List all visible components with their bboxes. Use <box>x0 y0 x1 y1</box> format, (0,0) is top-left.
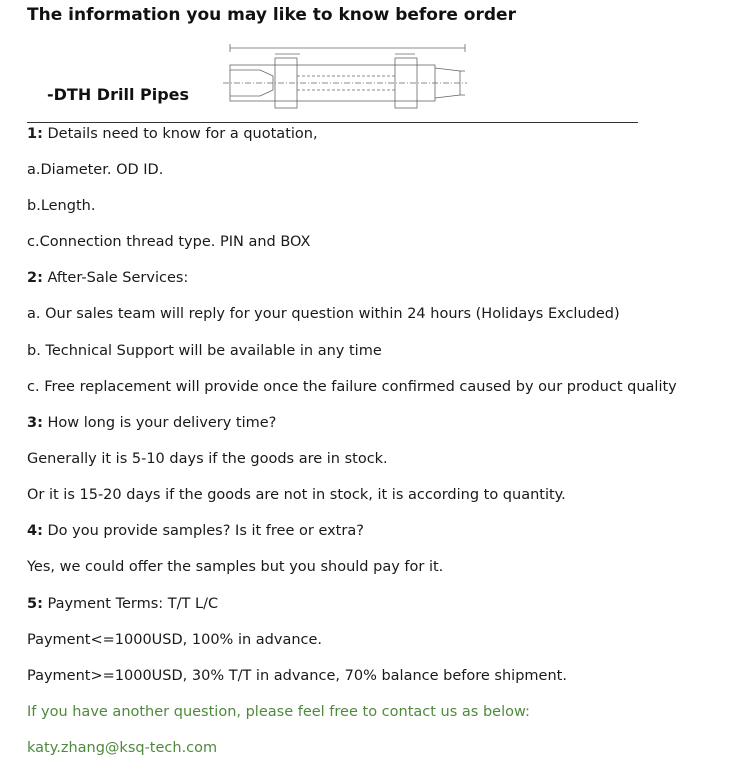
list-item: b. Technical Support will be available in any time <box>27 343 382 359</box>
question-5: 5: Payment Terms: T/T L/C <box>27 596 219 612</box>
question-1: 1: Details need to know for a quotation, <box>27 126 318 142</box>
question-4: 4: Do you provide samples? Is it free or extra? <box>27 523 364 539</box>
list-item: a. Our sales team will reply for your question within 24 hours (Holidays Excluded) <box>27 306 620 322</box>
section-subtitle: -DTH Drill Pipes <box>47 85 190 104</box>
list-item: b.Length. <box>27 198 96 214</box>
list-item: a.Diameter. OD ID. <box>27 162 164 178</box>
page-title: The information you may like to know before order <box>27 5 516 25</box>
drill-pipe-drawing-icon <box>215 40 470 112</box>
list-item: Generally it is 5-10 days if the goods are in stock. <box>27 451 388 467</box>
list-item: Payment<=1000USD, 100% in advance. <box>27 632 323 648</box>
list-item: Payment>=1000USD, 30% T/T in advance, 70% balance before shipment. <box>27 668 567 684</box>
question-2: 2: After-Sale Services: <box>27 270 189 286</box>
contact-email[interactable]: katy.zhang@ksq-tech.com <box>27 740 218 756</box>
list-item: Yes, we could offer the samples but you should pay for it. <box>27 559 444 575</box>
list-item: c.Connection thread type. PIN and BOX <box>27 234 311 250</box>
list-item: Or it is 15-20 days if the goods are not in stock, it is according to quantity. <box>27 487 566 503</box>
question-3: 3: How long is your delivery time? <box>27 415 277 431</box>
list-item: c. Free replacement will provide once the failure confirmed caused by our product quality <box>27 379 677 395</box>
contact-note: If you have another question, please feel free to contact us as below: <box>27 704 530 720</box>
divider <box>27 122 638 123</box>
